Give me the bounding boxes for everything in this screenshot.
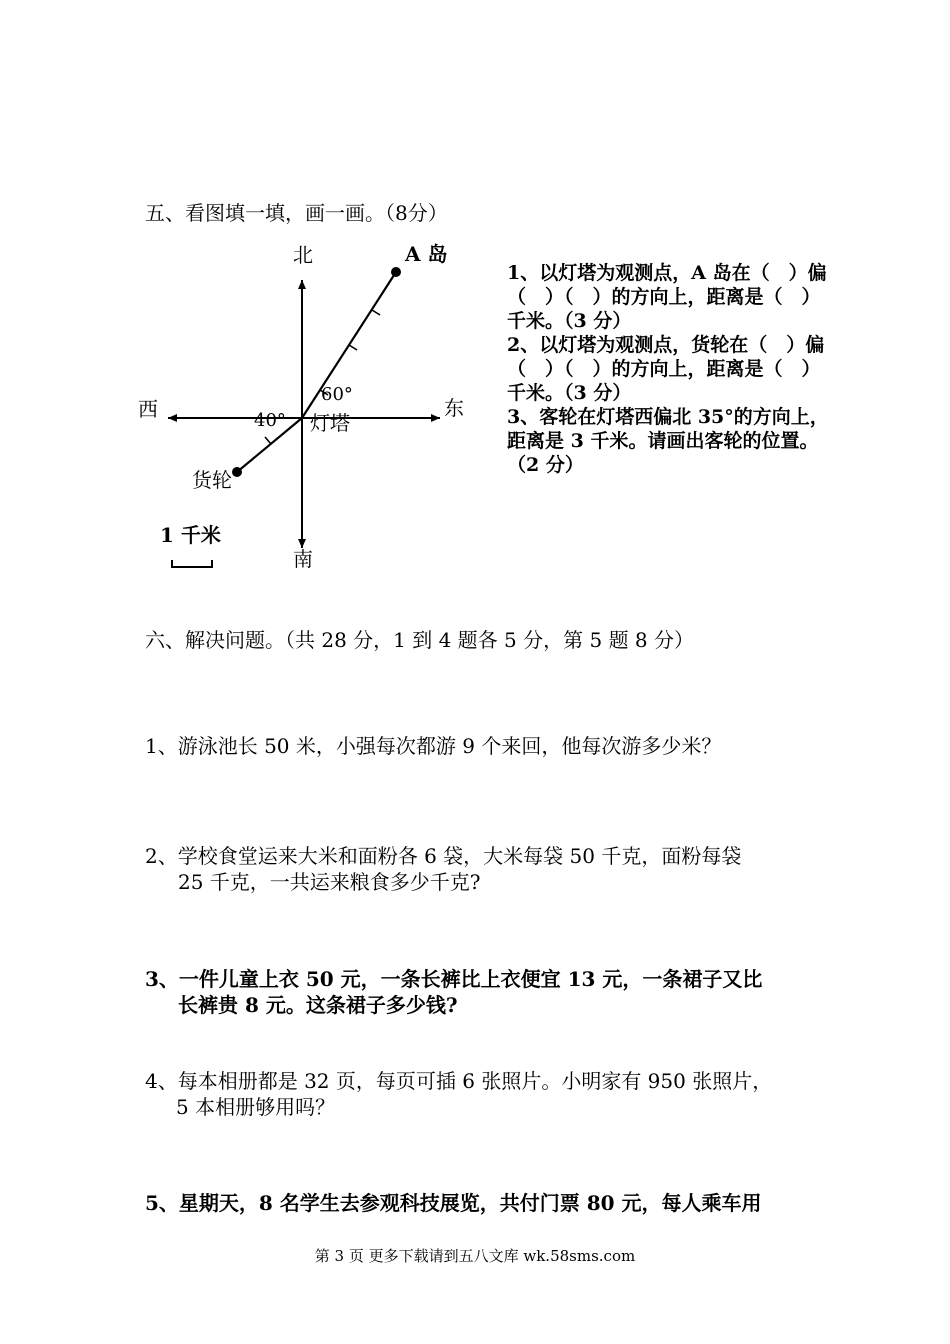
lighthouse-label: 灯塔 [310, 411, 350, 435]
problem-3-line-1: 3、一件儿童上衣 50 元，一条长裤比上衣便宜 13 元，一条裙子又比 [145, 967, 763, 991]
ship-point [232, 467, 242, 477]
island-tick-3 [372, 310, 380, 315]
diagram-question-2-line-1: 2、以灯塔为观测点，货轮在（ ）偏 [507, 334, 825, 356]
problem-5 [145, 1190, 762, 1216]
diagram-question-2-line-3: 千米。（3 分） [507, 382, 632, 404]
problem-1-line-1: 1、游泳池长 50 米，小强每次都游 9 个来回，他每次游多少米？ [145, 734, 722, 758]
diagram-question-1 [507, 261, 829, 477]
east-label: 东 [444, 396, 464, 420]
problem-2-line-2: 25 千克，一共运来粮食多少千克? [178, 870, 481, 894]
problem-1 [145, 733, 721, 759]
north-label: 北 [293, 243, 313, 267]
scale-label: 1 千米 [160, 523, 221, 547]
south-label: 南 [293, 547, 313, 571]
island-tick-2 [349, 345, 357, 350]
ship-tick [265, 437, 271, 444]
problem-3-line-2: 长裤贵 8 元。这条裙子多少钱? [178, 993, 458, 1017]
section-6-heading: 六、解决问题。（共 28 分，1 到 4 题各 5 分，第 5 题 8 分） [145, 628, 695, 652]
angle-40-label: 40° [254, 410, 286, 431]
problem-2-line-1: 2、学校食堂运来大米和面粉各 6 袋，大米每袋 50 千克，面粉每袋 [145, 844, 742, 868]
diagram-question-1-line-2: （ ）（ ）的方向上，距离是（ ） [507, 286, 821, 308]
ship-label: 货轮 [192, 468, 232, 492]
problem-4-line-1: 4、每本相册都是 32 页，每页可插 6 张照片。小明家有 950 张照片， [145, 1069, 773, 1093]
diagram-question-1-line-1: 1、以灯塔为观测点，A 岛在（ ）偏 [507, 262, 827, 284]
section-5-heading: 五、看图填一填，画一画。（8分） [145, 201, 448, 225]
west-label: 西 [138, 397, 158, 421]
island-point [391, 267, 401, 277]
angle-60-label: 60° [321, 384, 353, 405]
diagram-question-3-line-3: （2 分） [507, 454, 584, 476]
island-label: A 岛 [405, 242, 448, 266]
diagram-question-3-line-2: 距离是 3 千米。请画出客轮的位置。 [507, 430, 819, 452]
problem-5-line-1: 5、星期天，8 名学生去参观科技展览，共付门票 80 元，每人乘车用 [145, 1191, 762, 1215]
page-footer: 第 3 页 更多下载请到五八文库 wk.58sms.com [314, 1247, 636, 1265]
problem-4 [145, 1068, 772, 1120]
problem-2 [145, 843, 741, 895]
problem-3 [145, 966, 762, 1018]
diagram-question-3-line-1: 3、客轮在灯塔西偏北 35°的方向上， [507, 406, 829, 428]
diagram-question-1-line-3: 千米。（3 分） [507, 310, 632, 332]
scale-bar [172, 560, 212, 567]
diagram-question-2-line-2: （ ）（ ）的方向上，距离是（ ） [507, 358, 821, 380]
problem-4-line-2: 5 本相册够用吗？ [176, 1095, 336, 1119]
